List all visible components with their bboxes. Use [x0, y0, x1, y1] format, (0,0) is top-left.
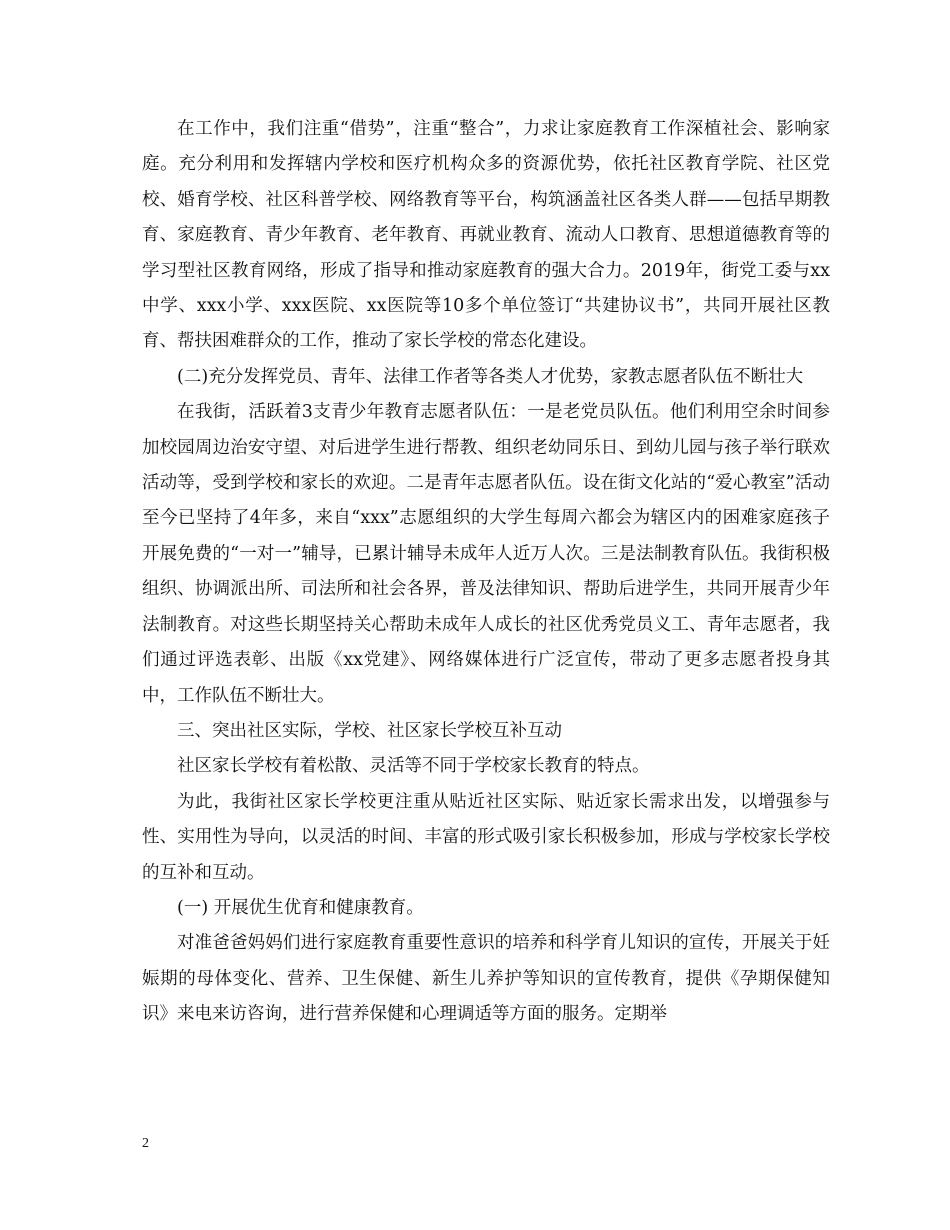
paragraph-1: 在工作中，我们注重“借势”，注重“整合”，力求让家庭教育工作深植社会、影响家庭。充分利用和发挥辖内学校和医疗机构众多的资源优势，依托社区教育学院、社区党校、婚育学校、社区科普学校、网络教育等平台，构筑涵盖社区各类人群——包括早期教育、家庭教育、青少年教育、老年教育、再就业教育、流动人口教育、思想道德教育等的学习型社区教育网络，形成了指导和推动家庭教育的强大合力。2019年，街党工委与xx中学、xxx小学、xxx医院、xx医院等10多个单位签订“共建协议书”，共同开展社区教育、帮扶困难群众的工作，推动了家长学校的常态化建设。 — [142, 119, 830, 352]
subsection-heading-1: (一) 开展优生优育和健康教育。 — [177, 897, 424, 918]
paragraph-3: 在我街，活跃着3支青少年教育志愿者队伍：一是老党员队伍。他们利用空余时间参加校园周边治安守望、对后进学生进行帮教、组织老幼同乐日、到幼儿园与孩子举行联欢活动等，受到学校和家长的欢迎。二是青年志愿者队伍。设在街文化站的“爱心教室”活动至今已坚持了4年多，来自“xxx”志愿组织的大学生每周六都会为辖区内的困难家庭孩子开展免费的“一对一”辅导，已累计辅导未成年人近万人次。三是法制教育队伍。我街积极组织、协调派出所、司法所和社会各界，普及法律知识、帮助后进学生，共同开展青少年法制教育。对这些长期坚持关心帮助未成年人成长的社区优秀党员义工、青年志愿者，我们通过评选表彰、出版《xx党建》、网络媒体进行广泛宣传，带动了更多志愿者投身其中，工作队伍不断壮大。 — [142, 402, 830, 706]
page-number: 2 — [142, 1136, 149, 1151]
paragraph-6: 为此，我街社区家长学校更注重从贴近社区实际、贴近家长需求出发，以增强参与性、实用性为导向，以灵活的时间、丰富的形式吸引家长积极参加，形成与学校家长学校的互补和互动。 — [142, 791, 830, 883]
paragraph-2-heading: (二)充分发挥党员、青年、法律工作者等各类人才优势，家教志愿者队伍不断壮大 — [177, 366, 804, 387]
section-heading-3: 三、突出社区实际，学校、社区家长学校互补互动 — [177, 720, 562, 741]
paragraph-5: 社区家长学校有着松散、灵活等不同于学校家长教育的特点。 — [177, 756, 650, 777]
paragraph-8: 对准爸爸妈妈们进行家庭教育重要性意识的培养和科学育儿知识的宣传，开展关于妊娠期的母体变化、营养、卫生保健、新生儿养护等知识的宣传教育，提供《孕期保健知识》来电来访咨询，进行营养保健和心理调适等方面的服务。定期举 — [142, 933, 830, 1025]
document-body — [142, 112, 830, 1033]
